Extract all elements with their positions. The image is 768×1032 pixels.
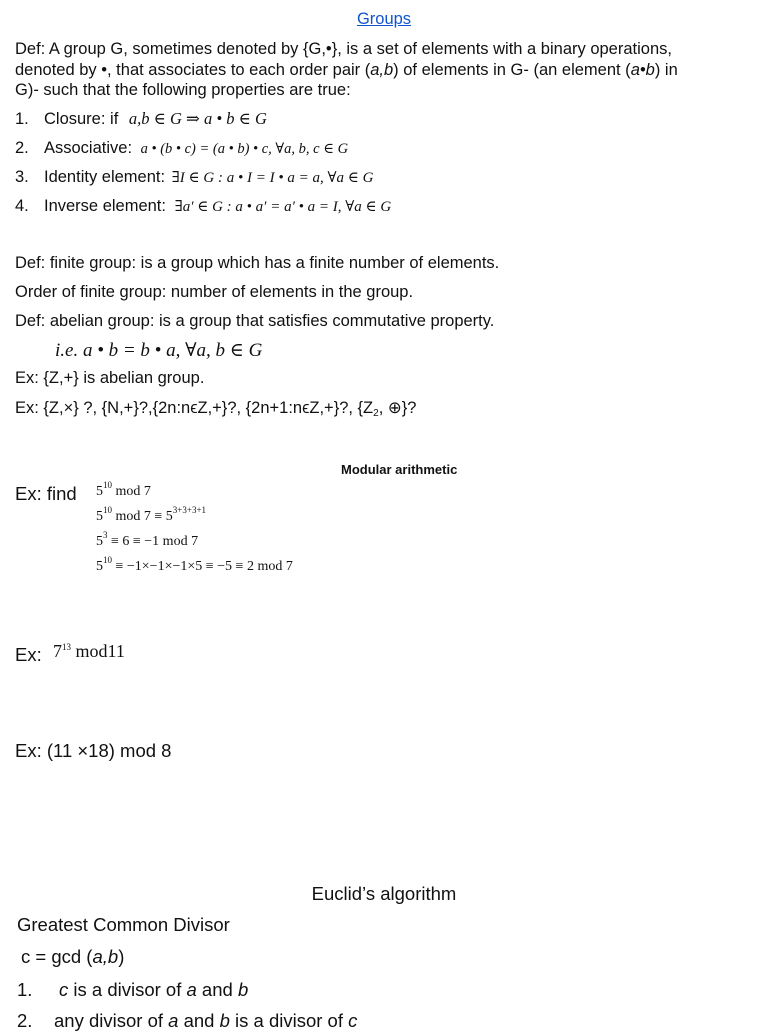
text-segment: and	[178, 1010, 220, 1031]
text-italic: b	[237, 979, 249, 1000]
example-product: Ex: (11 ×18) mod 8	[15, 740, 172, 761]
example-power-label: Ex:	[15, 644, 42, 665]
math-rest: mod11	[71, 641, 125, 661]
text-italic: a	[186, 979, 197, 1000]
math-exponent: 10	[103, 555, 112, 565]
math-exponent: 10	[103, 505, 112, 515]
list-number: 2.	[17, 1010, 33, 1031]
text-segment: ) of elements in G- (an element (	[393, 61, 631, 79]
property-closure	[15, 109, 267, 129]
gcd-title: Greatest Common Divisor	[17, 914, 230, 935]
text-italic: a,b	[370, 61, 394, 79]
text-segment: )	[118, 946, 125, 967]
example-power-formula	[53, 641, 125, 662]
group-definition-line-2	[15, 60, 678, 80]
gcd-item-2	[17, 1010, 357, 1032]
property-label: Closure: if	[44, 110, 119, 128]
property-identity	[15, 167, 373, 188]
list-number: 1.	[15, 110, 29, 128]
gcd-definition	[21, 946, 124, 968]
math-base: 5	[96, 509, 103, 524]
def-finite-group: Def: finite group: is a group which has a finite number of elements.	[15, 254, 500, 272]
text-segment: Ex: {Z,×} ?, {N,+}?,{2n:nϵZ,+}?, {2n+1:nϵZ,+}?, {Z	[15, 399, 374, 417]
title-link[interactable]: Groups	[356, 10, 412, 28]
text-segment: , ⊕}?	[378, 399, 417, 417]
page-title[interactable]	[0, 10, 768, 29]
modular-heading: Modular arithmetic	[341, 462, 458, 477]
modular-line-3	[96, 530, 199, 550]
modular-line-2	[96, 505, 207, 525]
text-segment: ) in	[654, 61, 678, 79]
math-rest: mod 7	[112, 484, 151, 499]
math-rest: ≡ −1×−1×−1×5 ≡ −5 ≡ 2 mod 7	[112, 559, 293, 574]
def-abelian-group: Def: abelian group: is a group that satisfies commutative property.	[15, 312, 495, 330]
example-abelian: Ex: {Z,+} is abelian group.	[15, 369, 205, 387]
gcd-item-1	[17, 979, 248, 1001]
list-number: 1.	[17, 979, 33, 1000]
math-rest: ≡ 6 ≡ −1 mod 7	[107, 534, 199, 549]
text-italic: b	[219, 1010, 230, 1031]
example-find-label: Ex: find	[15, 483, 77, 504]
math-rest: mod 7 ≡ 5	[112, 509, 173, 524]
property-formula: ∃I ∈ G : a • I = I • a = a, ∀a ∈ G	[171, 170, 374, 186]
text-italic: c	[59, 979, 69, 1000]
text-segment: c = gcd (	[21, 946, 93, 967]
math-exponent: 3+3+3+1	[172, 505, 207, 515]
property-formula: ∃a′ ∈ G : a • a′ = a′ • a = I, ∀a ∈ G	[174, 199, 392, 215]
math-base: 7	[53, 641, 62, 661]
list-number: 4.	[15, 197, 29, 215]
subscript: 2	[373, 408, 379, 419]
property-label: Inverse element:	[44, 197, 166, 215]
text-segment: is a divisor of	[229, 1010, 349, 1031]
list-number: 2.	[15, 139, 29, 157]
text-segment: is a divisor of	[68, 979, 187, 1000]
abelian-formula: i.e. a • b = b • a, ∀a, b ∈ G	[55, 340, 263, 361]
property-inverse	[15, 196, 391, 217]
list-number: 3.	[15, 168, 29, 186]
modular-line-4	[96, 555, 293, 575]
group-definition-line-3: G)- such that the following properties are true:	[15, 81, 351, 99]
modular-line-1	[96, 480, 151, 500]
order-finite-group: Order of finite group: number of elements in the group.	[15, 283, 414, 301]
math-base: 5	[96, 484, 103, 499]
math-exponent: 10	[103, 480, 112, 490]
text-segment: and	[196, 979, 238, 1000]
text-italic: a	[168, 1010, 179, 1031]
text-segment: any divisor of	[54, 1010, 169, 1031]
example-questions	[15, 398, 416, 418]
math-base: 5	[96, 534, 103, 549]
property-formula: a,b ∈ G ⇒ a • b ∈ G	[128, 109, 267, 128]
text-italic: a,b	[92, 946, 119, 967]
math-base: 5	[96, 559, 103, 574]
property-associative	[15, 138, 348, 159]
text-segment: denoted by •, that associates to each order pair (	[15, 61, 371, 79]
text-italic: a•b	[630, 61, 655, 79]
text-italic: c	[348, 1010, 358, 1031]
math-exponent: 13	[62, 642, 71, 652]
group-definition-line-1: Def: A group G, sometimes denoted by {G,•}, is a set of elements with a binary operations,	[15, 40, 672, 58]
property-formula: a • (b • c) = (a • b) • c, ∀a, b, c ∈ G	[140, 141, 349, 157]
math-exponent: 3	[103, 530, 108, 540]
euclid-heading: Euclid’s algorithm	[311, 883, 457, 904]
property-label: Associative:	[44, 139, 133, 157]
property-label: Identity element:	[44, 168, 166, 186]
